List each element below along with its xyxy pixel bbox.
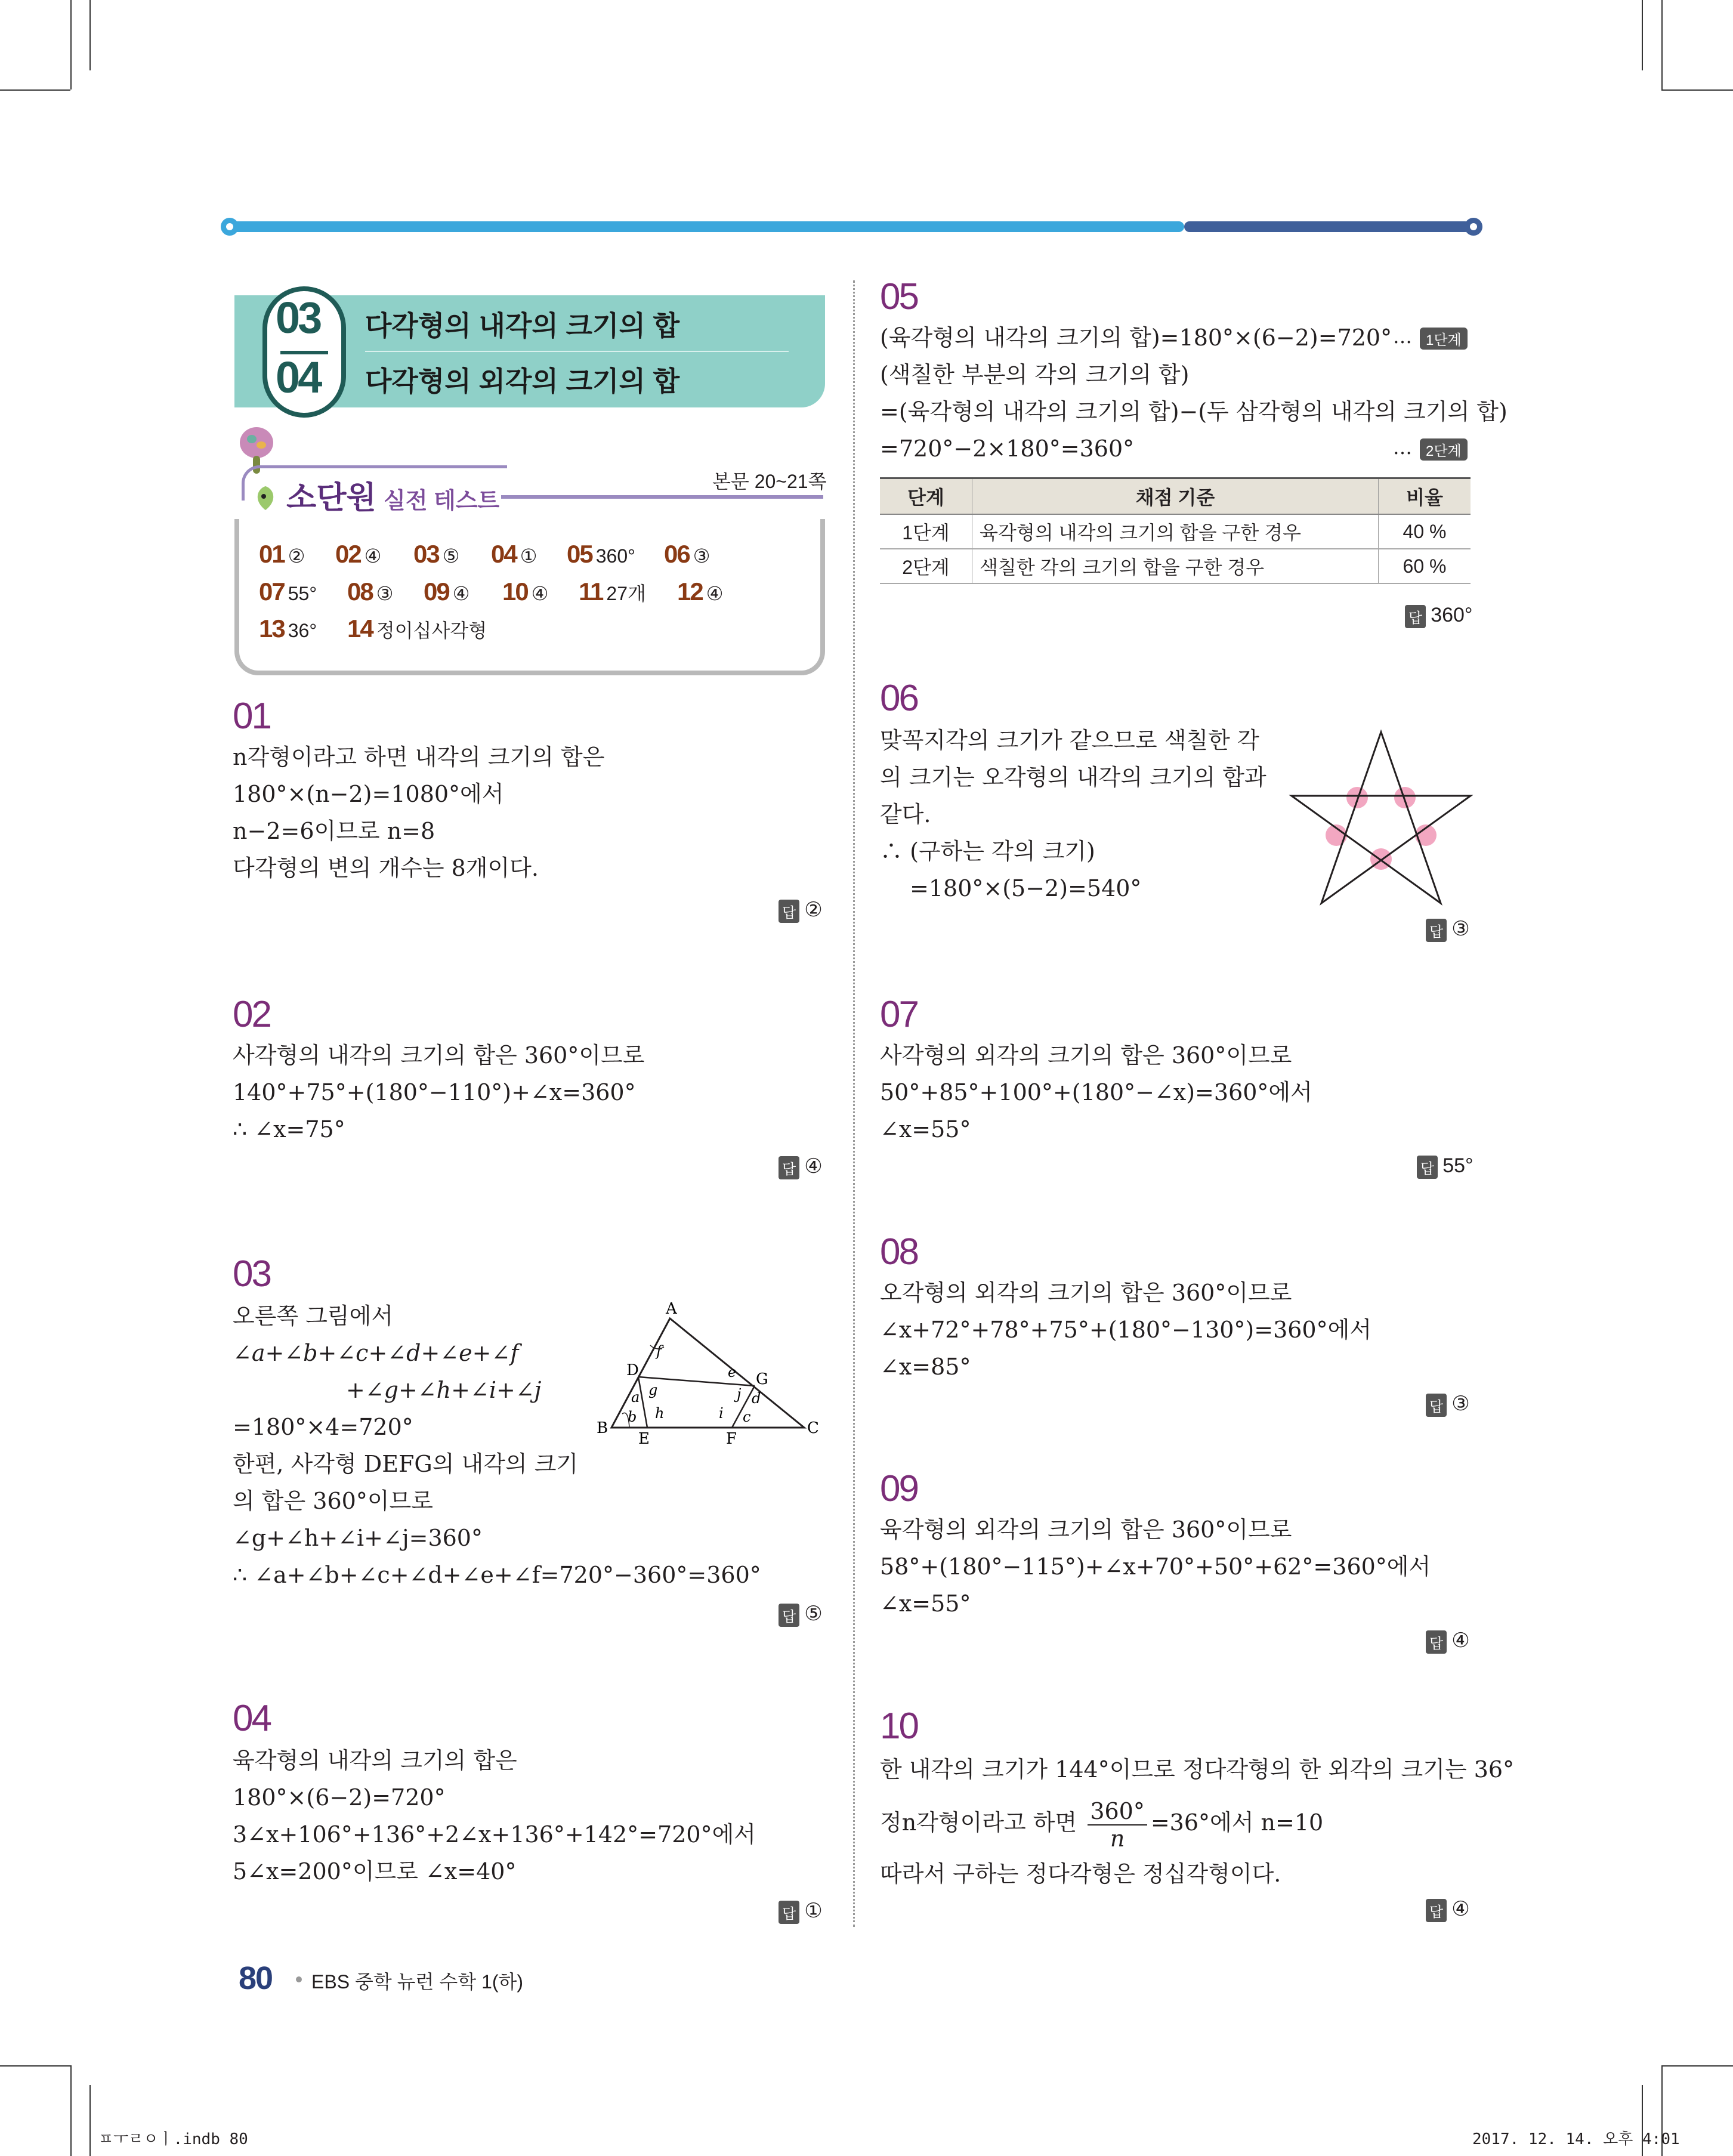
test-box-title-bold: 소단원 bbox=[286, 481, 376, 515]
solution-line: n각형이라고 하면 내각의 크기의 합은 bbox=[233, 744, 605, 770]
solution-line: (육각형의 내각의 크기의 합)=180°×(6−2)=720° bbox=[880, 325, 1392, 351]
solution-line: n−2=6이므로 n=8 bbox=[233, 818, 435, 844]
answer-item: 10 ④ bbox=[502, 577, 549, 606]
label-B: B bbox=[597, 1419, 608, 1437]
solution-line: 180°×(n−2)=1080°에서 bbox=[233, 781, 504, 807]
solution-line: =180°×4=720° bbox=[233, 1414, 413, 1440]
answer-item: 02 ④ bbox=[335, 540, 382, 568]
problem-number: 05 bbox=[880, 276, 918, 317]
solution-line: 오각형의 외각의 크기의 합은 360°이므로 bbox=[880, 1280, 1292, 1306]
solution-line: 사각형의 내각의 크기의 합은 360°이므로 bbox=[233, 1042, 645, 1068]
answer-label: 답 ① bbox=[779, 1899, 823, 1924]
crop-mark bbox=[0, 2065, 70, 2067]
answer-tag: 답 bbox=[779, 1901, 799, 1924]
solution-line: +∠g+∠h+∠i+∠j bbox=[346, 1377, 542, 1403]
column-divider bbox=[853, 280, 855, 1927]
unit-number-03: 03 bbox=[276, 293, 320, 342]
answer-item: 09 ④ bbox=[424, 577, 470, 606]
test-box-title-rest: 실전 테스트 bbox=[384, 489, 500, 514]
solution-line: =(육각형의 내각의 크기의 합)−(두 삼각형의 내각의 크기의 합) bbox=[880, 399, 1508, 425]
crop-mark bbox=[70, 2065, 72, 2156]
label-d: d bbox=[752, 1390, 761, 1407]
top-bar-light bbox=[230, 221, 1184, 232]
problem-number: 02 bbox=[233, 994, 270, 1035]
problem-number: 09 bbox=[880, 1468, 918, 1509]
solution-line: =180°×(5−2)=540° bbox=[910, 875, 1142, 901]
crop-mark bbox=[1661, 2065, 1733, 2067]
crop-mark bbox=[0, 89, 70, 91]
solution-line: 58°+(180°−115°)+∠x+70°+50°+62°=360°에서 bbox=[880, 1553, 1431, 1580]
solution-line: 140°+75°+(180°−110°)+∠x=360° bbox=[233, 1079, 636, 1105]
grading-table-row: 2단계 색칠한 각의 크기의 합을 구한 경우 60 % bbox=[880, 549, 1471, 583]
label-b: b bbox=[628, 1408, 637, 1425]
answer-label: 답 ⑤ bbox=[779, 1602, 823, 1627]
answer-label: 답 ③ bbox=[1426, 917, 1470, 942]
solution-line: =720°−2×180°=360° bbox=[880, 435, 1135, 462]
star-figure bbox=[1286, 729, 1476, 908]
unit-number-04: 04 bbox=[276, 353, 320, 402]
crop-mark bbox=[1661, 89, 1733, 91]
answer-label: 답 360° bbox=[1405, 604, 1473, 628]
answer-item: 11 27개 bbox=[579, 577, 646, 606]
answer-item: 04 ① bbox=[491, 540, 537, 568]
answer-item: 12 ④ bbox=[677, 577, 724, 606]
solution-line: ∴ ∠x=75° bbox=[233, 1116, 345, 1142]
solution-line: 맞꼭지각의 크기가 같으므로 색칠한 각 bbox=[880, 727, 1259, 753]
label-E: E bbox=[638, 1430, 650, 1444]
solution-line-fraction: 정n각형이라고 하면 $\frac{360^\circ}{n}$ =36°에서 n=10 bbox=[880, 1797, 1324, 1852]
answer-item: 05 360° bbox=[567, 540, 635, 568]
answer-item: 06 ③ bbox=[664, 540, 711, 568]
file-info: ㅍㅜㄹㅇㅣ.indb 80 bbox=[98, 2130, 248, 2148]
solution-line: 따라서 구하는 정다각형은 정십각형이다. bbox=[880, 1861, 1281, 1887]
test-box-title-line bbox=[242, 465, 507, 501]
answer-tag: 답 bbox=[1417, 1156, 1438, 1179]
label-F: F bbox=[726, 1430, 737, 1444]
solution-line: 5∠x=200°이므로 ∠x=40° bbox=[233, 1858, 517, 1885]
solution-line: 다각형의 변의 개수는 8개이다. bbox=[233, 855, 539, 881]
step-badge-1: 1단계 bbox=[1420, 328, 1468, 350]
grading-table bbox=[880, 477, 1471, 584]
step-dots: … bbox=[1393, 436, 1412, 459]
problem-number: 06 bbox=[880, 678, 918, 719]
book-title: EBS 중학 뉴런 수학 1(하) bbox=[311, 1971, 524, 1993]
label-A: A bbox=[666, 1301, 677, 1318]
unit-title-divider bbox=[365, 351, 789, 352]
solution-line: 180°×(6−2)=720° bbox=[233, 1784, 446, 1811]
problem-number: 04 bbox=[233, 1698, 270, 1739]
page-number: 80 bbox=[239, 1960, 273, 1996]
problem-number: 01 bbox=[233, 696, 270, 737]
problem-number: 08 bbox=[880, 1231, 918, 1272]
solution-line: 3∠x+106°+136°+2∠x+136°+142°=720°에서 bbox=[233, 1821, 756, 1848]
answer-label: 답 ④ bbox=[779, 1154, 823, 1179]
test-box-title-underline bbox=[501, 495, 823, 499]
footer-bullet bbox=[296, 1976, 302, 1982]
answer-tag: 답 bbox=[1426, 1899, 1447, 1922]
solution-line: ∠x=55° bbox=[880, 1590, 971, 1617]
crop-mark bbox=[70, 0, 72, 89]
answer-label: 답 ④ bbox=[1426, 1897, 1470, 1922]
test-box-page-ref: 본문 20~21쪽 bbox=[712, 471, 827, 492]
answer-item: 07 55° bbox=[259, 577, 317, 606]
label-G: G bbox=[756, 1370, 768, 1388]
label-D: D bbox=[626, 1361, 639, 1379]
label-e: e bbox=[728, 1364, 737, 1380]
solution-line: ∠x+72°+78°+75°+(180°−130°)=360°에서 bbox=[880, 1317, 1372, 1343]
solution-line: (색칠한 부분의 각의 크기의 합) bbox=[880, 362, 1190, 388]
answer-tag: 답 bbox=[1426, 1394, 1447, 1417]
label-i: i bbox=[719, 1405, 724, 1422]
solution-line: ∠x=85° bbox=[880, 1354, 971, 1380]
crop-mark bbox=[89, 2085, 91, 2156]
grading-table-header: 단계 채점 기준 비율 bbox=[880, 478, 1471, 515]
unit-title-03: 다각형의 내각의 크기의 합 bbox=[365, 310, 680, 341]
label-a: a bbox=[631, 1389, 640, 1406]
answer-label: 답 ④ bbox=[1426, 1629, 1470, 1654]
crop-mark bbox=[1642, 0, 1643, 70]
answer-tag: 답 bbox=[779, 1604, 799, 1627]
answer-tag: 답 bbox=[1426, 1630, 1447, 1654]
answer-item: 08 ③ bbox=[347, 577, 394, 606]
triangle-figure bbox=[594, 1301, 826, 1444]
label-C: C bbox=[807, 1419, 819, 1437]
answer-label: 답 55° bbox=[1417, 1154, 1473, 1179]
answer-tag: 답 bbox=[779, 1156, 799, 1179]
solution-line: ∴ ∠a+∠b+∠c+∠d+∠e+∠f=720°−360°=360° bbox=[233, 1562, 761, 1588]
unit-title-04: 다각형의 외각의 크기의 합 bbox=[365, 366, 680, 397]
answer-tag: 답 bbox=[1405, 605, 1426, 628]
bar-endcap-right bbox=[1465, 218, 1482, 236]
problem-number: 10 bbox=[880, 1706, 918, 1747]
solution-line: 의 크기는 오각형의 내각의 크기의 합과 bbox=[880, 764, 1266, 790]
answer-label: 답 ② bbox=[779, 898, 823, 923]
label-j: j bbox=[737, 1386, 742, 1403]
solution-line: 육각형의 외각의 크기의 합은 360°이므로 bbox=[880, 1516, 1292, 1543]
solution-line: 같다. bbox=[880, 801, 931, 827]
solution-line: 50°+85°+100°+(180°−∠x)=360°에서 bbox=[880, 1079, 1312, 1105]
answer-tag: 답 bbox=[779, 900, 799, 923]
answer-label: 답 ③ bbox=[1426, 1392, 1470, 1417]
answer-item: 13 36° bbox=[259, 614, 317, 643]
grading-table-row: 1단계 육각형의 내각의 크기의 합을 구한 경우 40 % bbox=[880, 514, 1471, 549]
answer-item: 14 정이십사각형 bbox=[347, 614, 487, 643]
answer-item: 03 ⑤ bbox=[413, 540, 460, 568]
label-f: f bbox=[656, 1343, 662, 1360]
solution-line: 오른쪽 그림에서 bbox=[233, 1303, 394, 1329]
step-dots: … bbox=[1393, 325, 1412, 348]
label-h: h bbox=[655, 1405, 665, 1422]
solution-line: ∴ (구하는 각의 크기) bbox=[880, 838, 1095, 864]
problem-number: 07 bbox=[880, 994, 918, 1035]
label-c: c bbox=[743, 1408, 751, 1425]
print-timestamp: 2017. 12. 14. 오후 4:01 bbox=[1472, 2130, 1680, 2148]
solution-line: 의 합은 360°이므로 bbox=[233, 1488, 433, 1514]
top-bar-dark bbox=[1184, 221, 1471, 232]
bar-endcap-left bbox=[221, 218, 239, 236]
label-g: g bbox=[648, 1382, 658, 1398]
solution-line: 한 내각의 크기가 144°이므로 정다각형의 한 외각의 크기는 36° bbox=[880, 1756, 1515, 1783]
solution-line: ∠a+∠b+∠c+∠d+∠e+∠f bbox=[233, 1340, 519, 1366]
solution-line: 한편, 사각형 DEFG의 내각의 크기 bbox=[233, 1451, 579, 1477]
solution-line: ∠x=55° bbox=[880, 1116, 971, 1142]
solution-line: 사각형의 외각의 크기의 합은 360°이므로 bbox=[880, 1042, 1292, 1068]
solution-line: 육각형의 내각의 크기의 합은 bbox=[233, 1747, 517, 1774]
fraction: $\frac{360^\circ}{n}$ bbox=[1088, 1798, 1147, 1852]
problem-number: 03 bbox=[233, 1253, 270, 1295]
solution-line: ∠g+∠h+∠i+∠j=360° bbox=[233, 1525, 483, 1551]
answer-item: 01 ② bbox=[259, 540, 305, 568]
crop-mark bbox=[1661, 0, 1663, 89]
crop-mark bbox=[89, 0, 91, 70]
answer-tag: 답 bbox=[1426, 919, 1447, 942]
step-badge-2: 2단계 bbox=[1420, 438, 1468, 461]
